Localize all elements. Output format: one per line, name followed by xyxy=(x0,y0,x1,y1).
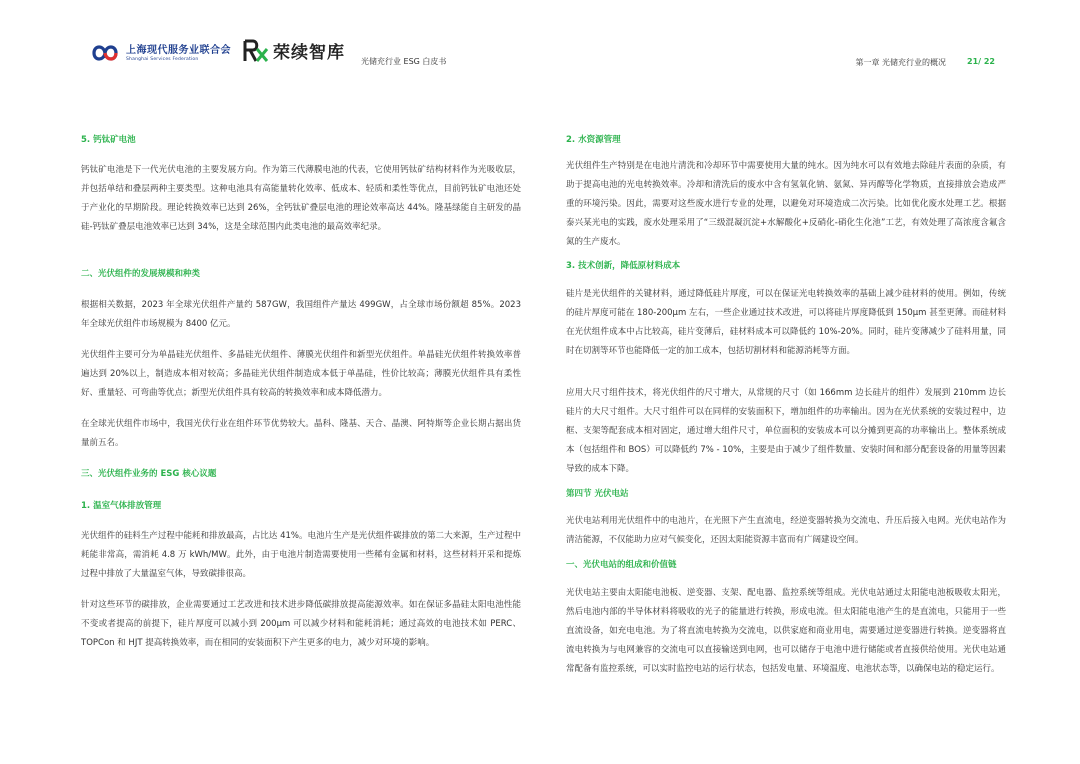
paragraph: 光伏电站主要由太阳能电池板、逆变器、支架、配电器、监控系统等组成。光伏电站通过太阳能电池板吸收太阳光，然后电池内部的半导体材料将吸收的光子的能量进行转换，形成电流。但太阳能电池产生的是直流电，只能用于一些直流设备，如充电电池。为了将直流电转换为交流电，以供家庭和商业用电，需要通过逆变器进行转换。逆变器将直流电转换为与电网兼容的交流电可以直接输送到电网，也可以储存于电池中进行储能或者直接供给使用。光伏电站通常配备有监控系统，可以实时监控电站的运行状态，包括发电量、环境温度、电池状态等，以确保电站的稳定运行。 xyxy=(566,588,1006,674)
rongxu-name: 荣续智库 xyxy=(273,43,345,63)
ssf-name-en: Shanghai Services Federation xyxy=(126,56,199,62)
chapter-title: 第一章 光储充行业的概况 xyxy=(855,58,946,67)
page-header xyxy=(0,0,1080,80)
ssf-name-cn: 上海现代服务业联合会 xyxy=(126,44,231,56)
page-number: 21/ 22 xyxy=(967,57,995,66)
section-heading: 二、光伏组件的发展规模和种类 xyxy=(81,269,201,279)
section-heading: 第四节 光伏电站 xyxy=(566,489,629,499)
paragraph: 光伏电站利用光伏组件中的电池片，在光照下产生直流电，经逆变器转换为交流电、升压后接入电网。光伏电站作为清洁能源，不仅能助力应对气候变化，还因太阳能资源丰富而有广阔建设空间。 xyxy=(566,516,1006,545)
paragraph: 光伏组件的硅料生产过程中能耗和排放最高，占比达 41%。电池片生产是光伏组件碳排放的第二大来源，生产过程中耗能非常高，需消耗 4.8 万 kWh/MW。此外，由于电池片制造需要使用一些稀有金属和材料，这些材料开采和提炼过程中排放了大量温室气体，导致碳排很高。 xyxy=(81,531,521,579)
paragraph: 应用大尺寸组件技术，将光伏组件的尺寸增大，从常规的尺寸（如 166mm 边长硅片的组件）发展到 210mm 边长硅片的大尺寸组件。大尺寸组件可以在同样的安装面积下，增加组件的功率输出。因为在光伏系统的安装过程中，边框、支架等配套成本相对固定，通过增大组件尺寸，单位面积的安装成本可以分摊到更高的功率输出上。整体系统成本（包括组件和 BOS）可以降低约 7% - 10%，主要是由于减少了组件数量、安装时间和部分配套设备的用量等因素导致的成本下降。 xyxy=(566,388,1006,474)
ssf-logo xyxy=(90,40,231,66)
paragraph: 光伏组件生产特别是在电池片清洗和冷却环节中需要使用大量的纯水。因为纯水可以有效地去除硅片表面的杂质，有助于提高电池的光电转换效率。冷却和清洗后的废水中含有氢氧化钠、氨氮、异丙醇等化学物质，直接排放会造成严重的环境污染。因此，需要对这些废水进行专业的处理，以避免对环境造成二次污染。比如优化废水处理工艺。根据泰兴某光电的实践，废水处理采用了“三级混凝沉淀+水解酸化+反硝化-硝化生化池”工艺，有效处理了高浓度含氟含氮的生产废水。 xyxy=(566,161,1006,247)
section-heading: 三、光伏组件业务的 ESG 核心议题 xyxy=(81,469,217,479)
paragraph: 针对这些环节的碳排放，企业需要通过工艺改进和技术进步降低碳排放提高能源效率。如在保证多晶硅太阳电池性能不变或者提高的前提下，硅片厚度可以减小到 200μm 可以减少材料和能耗消耗；通过高效的电池技术如 PERC、TOPCon 和 HJT 提高转换效率，而在相同的安装面积下产生更多的电力，减少对环境的影响。 xyxy=(81,600,521,648)
rongxu-logo xyxy=(243,38,345,63)
paragraph: 在全球光伏组件市场中，我国光伏行业在组件环节优势较大。晶科、隆基、天合、晶澳、阿特斯等企业长期占据出货量前五名。 xyxy=(81,419,521,448)
subsection-heading: 2. 水资源管理 xyxy=(566,135,621,145)
paragraph: 钙钛矿电池是下一代光伏电池的主要发展方向。作为第三代薄膜电池的代表，它使用钙钛矿结构材料作为光吸收层，并包括单结和叠层两种主要类型。这种电池具有高能量转化效率、低成本、轻质和柔性等优点，目前钙钛矿电池还处于产业化的早期阶段。理论转换效率已达到 26%，全钙钛矿叠层电池的理论效率高达 44%。隆基绿能自主研发的晶硅-钙钛矿叠层电池效率已达到 34%，这是全球范围内此类电池的最高效率纪录。 xyxy=(81,165,521,232)
document-title: 光储充行业 ESG 白皮书 xyxy=(361,57,447,66)
section-heading: 一、光伏电站的组成和价值链 xyxy=(566,560,677,570)
subsection-heading: 1. 温室气体排放管理 xyxy=(81,501,162,511)
paragraph: 根据相关数据，2023 年全球光伏组件产量约 587GW，我国组件产量达 499GW，占全球市场份额超 85%。2023 年全球光伏组件市场规模为 8400 亿元。 xyxy=(81,300,521,329)
subsection-heading: 3. 技术创新，降低原材料成本 xyxy=(566,261,681,271)
ssf-logo-icon xyxy=(90,40,120,66)
rongxu-logo-icon xyxy=(243,39,269,63)
paragraph: 硅片是光伏组件的关键材料，通过降低硅片厚度，可以在保证光电转换效率的基础上减少硅材料的使用。例如，传统的硅片厚度可能在 180-200μm 左右，一些企业通过技术改进，可以将硅片厚度降低到 150μm 甚至更薄。而硅材料在光伏组件成本中占比较高，硅片变薄后，硅材料成本可以降低约 10%-20%。同时，硅片变薄减少了硅料用量，同时在切割等环节也能降低一定的加工成本，包括切割材料和能源消耗等方面。 xyxy=(566,289,1006,356)
paragraph: 光伏组件主要可分为单晶硅光伏组件、多晶硅光伏组件、薄膜光伏组件和新型光伏组件。单晶硅光伏组件转换效率普遍达到 20%以上，制造成本相对较高；多晶硅光伏组件制造成本低于单晶硅，性价比较高；薄膜光伏组件具有柔性好、重量轻、可弯曲等优点；新型光伏组件具有较高的转换效率和成本降低潜力。 xyxy=(81,350,521,398)
section-heading: 5. 钙钛矿电池 xyxy=(81,135,136,145)
